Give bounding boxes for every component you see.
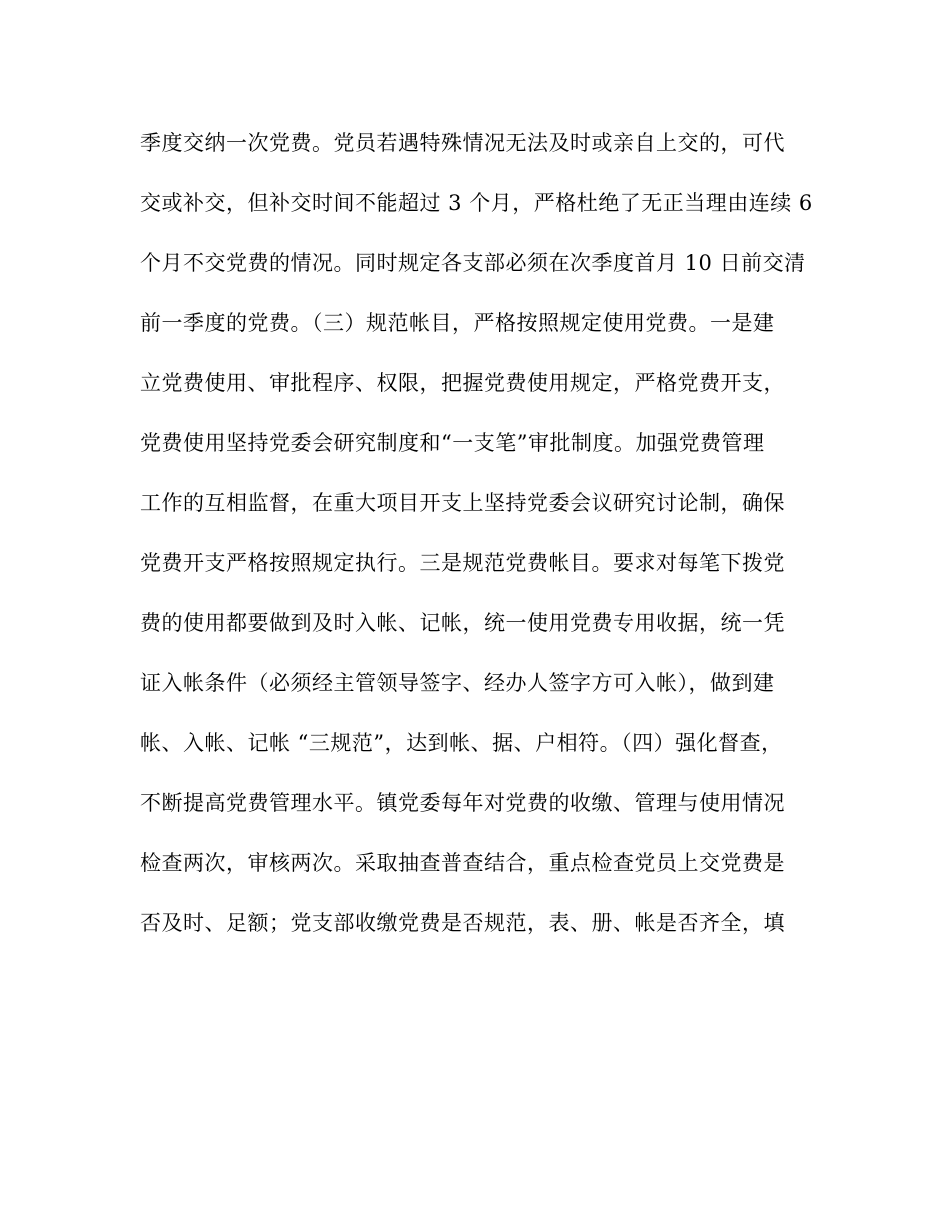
text-line: 党费使用坚持党委会研究制度和“一支笔”审批制度。加强党费管理 xyxy=(140,431,765,455)
body-text xyxy=(140,128,840,968)
text-line: 工作的互相监督，在重大项目开支上坚持党委会议研究讨论制，确保 xyxy=(140,491,785,515)
text-line: 前一季度的党费。（三）规范帐目，严格按照规定使用党费。一是建 xyxy=(140,311,775,335)
text-line: 帐、入帐、记帐 “三规范”，达到帐、据、户相符。（四）强化督查， xyxy=(140,731,783,755)
text-line: 不断提高党费管理水平。镇党委每年对党费的收缴、管理与使用情况 xyxy=(140,791,785,815)
text-line: 交或补交，但补交时间不能超过 3 个月，严格杜绝了无正当理由连续 6 xyxy=(140,191,813,215)
text-line: 党费开支严格按照规定执行。三是规范党费帐目。要求对每笔下拨党 xyxy=(140,551,785,575)
text-line: 费的使用都要做到及时入帐、记帐，统一使用党费专用收据，统一凭 xyxy=(140,611,785,635)
text-line: 立党费使用、审批程序、权限，把握党费使用规定，严格党费开支， xyxy=(140,371,785,395)
text-line: 否及时、足额；党支部收缴党费是否规范，表、册、帐是否齐全，填 xyxy=(140,911,785,935)
text-line: 证入帐条件（必须经主管领导签字、经办人签字方可入帐），做到建 xyxy=(140,671,775,695)
text-line: 检查两次，审核两次。采取抽查普查结合，重点检查党员上交党费是 xyxy=(140,851,785,875)
text-line: 个月不交党费的情况。同时规定各支部必须在次季度首月 10 日前交清 xyxy=(140,251,806,275)
text-line: 季度交纳一次党费。党员若遇特殊情况无法及时或亲自上交的，可代 xyxy=(140,131,785,155)
